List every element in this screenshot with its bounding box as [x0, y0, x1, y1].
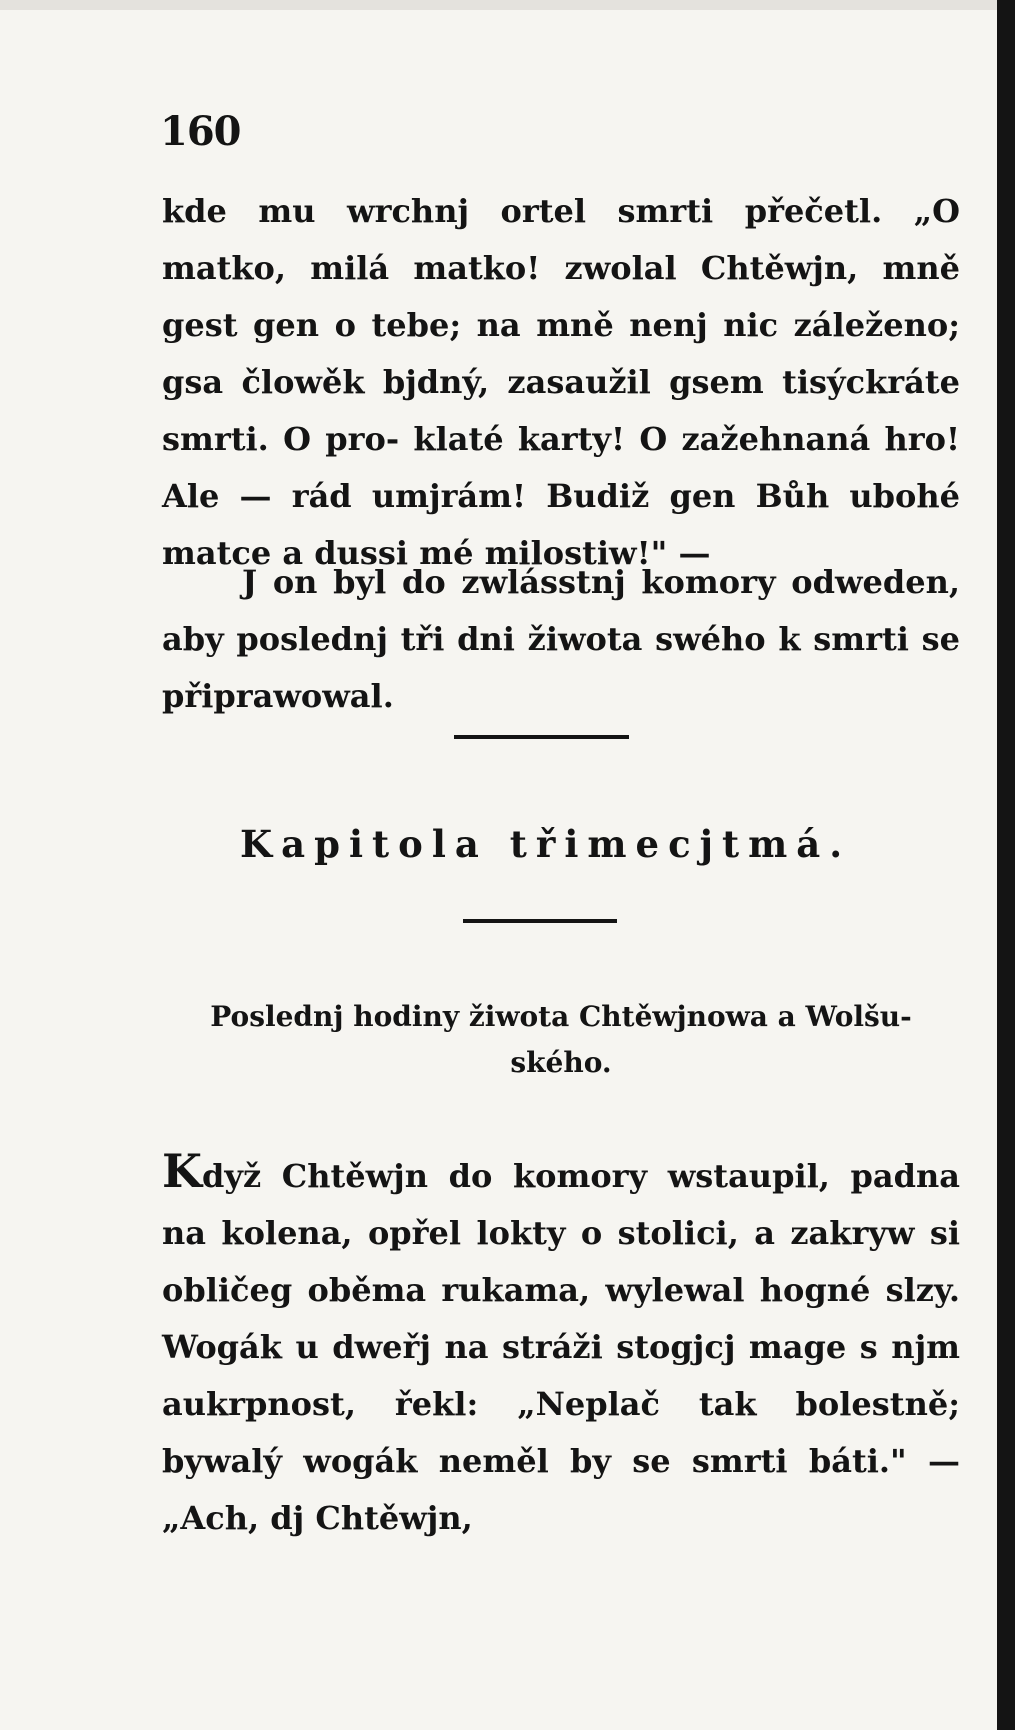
- page-right-edge: [997, 0, 1015, 1730]
- page-number: 160: [160, 108, 241, 155]
- chapter-subtitle: Poslednj hodiny žiwota Chtěwjnowa a Wolšu- ského.: [210, 1000, 912, 1079]
- drop-cap-letter: K: [162, 1144, 202, 1198]
- chapter-bottom-rule: [463, 919, 617, 923]
- paragraph-three: [162, 1144, 960, 1547]
- chapter-top-rule: [454, 735, 629, 739]
- chapter-heading: Kapitola třimecjtmá.: [240, 822, 852, 866]
- page-top-edge: [0, 0, 1015, 10]
- paragraph-one: kde mu wrchnj ortel smrti přečetl. „O matko, milá matko! zwolal Chtěwjn, mně gest gen o tebe; na mně nenj nic záleženo; gsa člowěk bjdný, zasaužil gsem tisýckráte smrti. O pro- klaté karty! O zažehnaná hro! Ale — rád umjrám! Budiž gen Bůh ubohé matce a dussi mé milostiw!" —: [162, 192, 960, 572]
- paragraph-two: J on byl do zwlásstnj komory odweden, aby poslednj tři dni žiwota swého k smrti se připrawowal.: [162, 563, 960, 715]
- paragraph-three-text: dyž Chtěwjn do komory wstaupil, padna na kolena, opřel lokty o stolici, a zakryw si obličeg oběma rukama, wylewal hogné slzy. Wogák u dweřj na stráži stogjcj mage s njm aukrpnost, řekl: „Neplač tak bolestně; bywalý wogák neměl by se smrti báti." — „Ach, dj Chtěwjn,: [162, 1157, 960, 1537]
